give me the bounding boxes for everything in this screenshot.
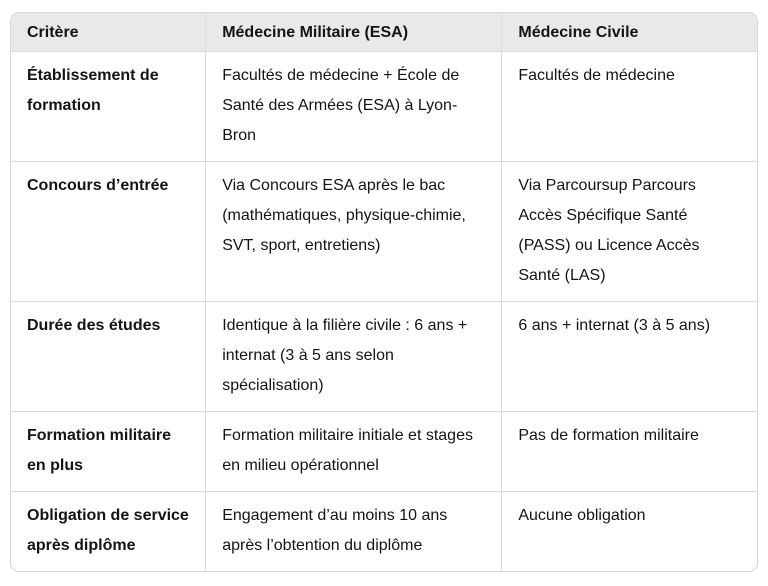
cell-civile-obligation: Aucune obligation [502,492,757,572]
table-header [11,13,757,52]
header-cell-critere: Critère [11,13,206,52]
row-label-concours: Concours d’entrée [11,162,206,302]
table-row [11,302,757,412]
cell-civile-duree: 6 ans + internat (3 à 5 ans) [502,302,757,412]
table-row [11,412,757,492]
table-row [11,162,757,302]
table-body [11,52,757,572]
header-row [11,13,757,52]
row-label-obligation: Obligation de service après diplôme [11,492,206,572]
header-cell-medecine-civile: Médecine Civile [502,13,757,52]
cell-militaire-obligation: Engagement d’au moins 10 ans après l’obtention du diplôme [206,492,502,572]
cell-civile-formation: Pas de formation militaire [502,412,757,492]
comparison-table [11,13,757,571]
cell-militaire-concours: Via Concours ESA après le bac (mathématiques, physique-chimie, SVT, sport, entretiens) [206,162,502,302]
row-label-etablissement: Établissement de formation [11,52,206,162]
row-label-duree: Durée des études [11,302,206,412]
table-row [11,52,757,162]
cell-militaire-formation: Formation militaire initiale et stages en milieu opérationnel [206,412,502,492]
header-cell-medecine-militaire: Médecine Militaire (ESA) [206,13,502,52]
cell-militaire-duree: Identique à la filière civile : 6 ans + internat (3 à 5 ans selon spécialisation) [206,302,502,412]
cell-civile-concours: Via Parcoursup Parcours Accès Spécifique Santé (PASS) ou Licence Accès Santé (LAS) [502,162,757,302]
row-label-formation-militaire: Formation militaire en plus [11,412,206,492]
cell-militaire-etablissement: Facultés de médecine + École de Santé des Armées (ESA) à Lyon-Bron [206,52,502,162]
comparison-table-container [10,12,758,572]
table-row [11,492,757,572]
cell-civile-etablissement: Facultés de médecine [502,52,757,162]
